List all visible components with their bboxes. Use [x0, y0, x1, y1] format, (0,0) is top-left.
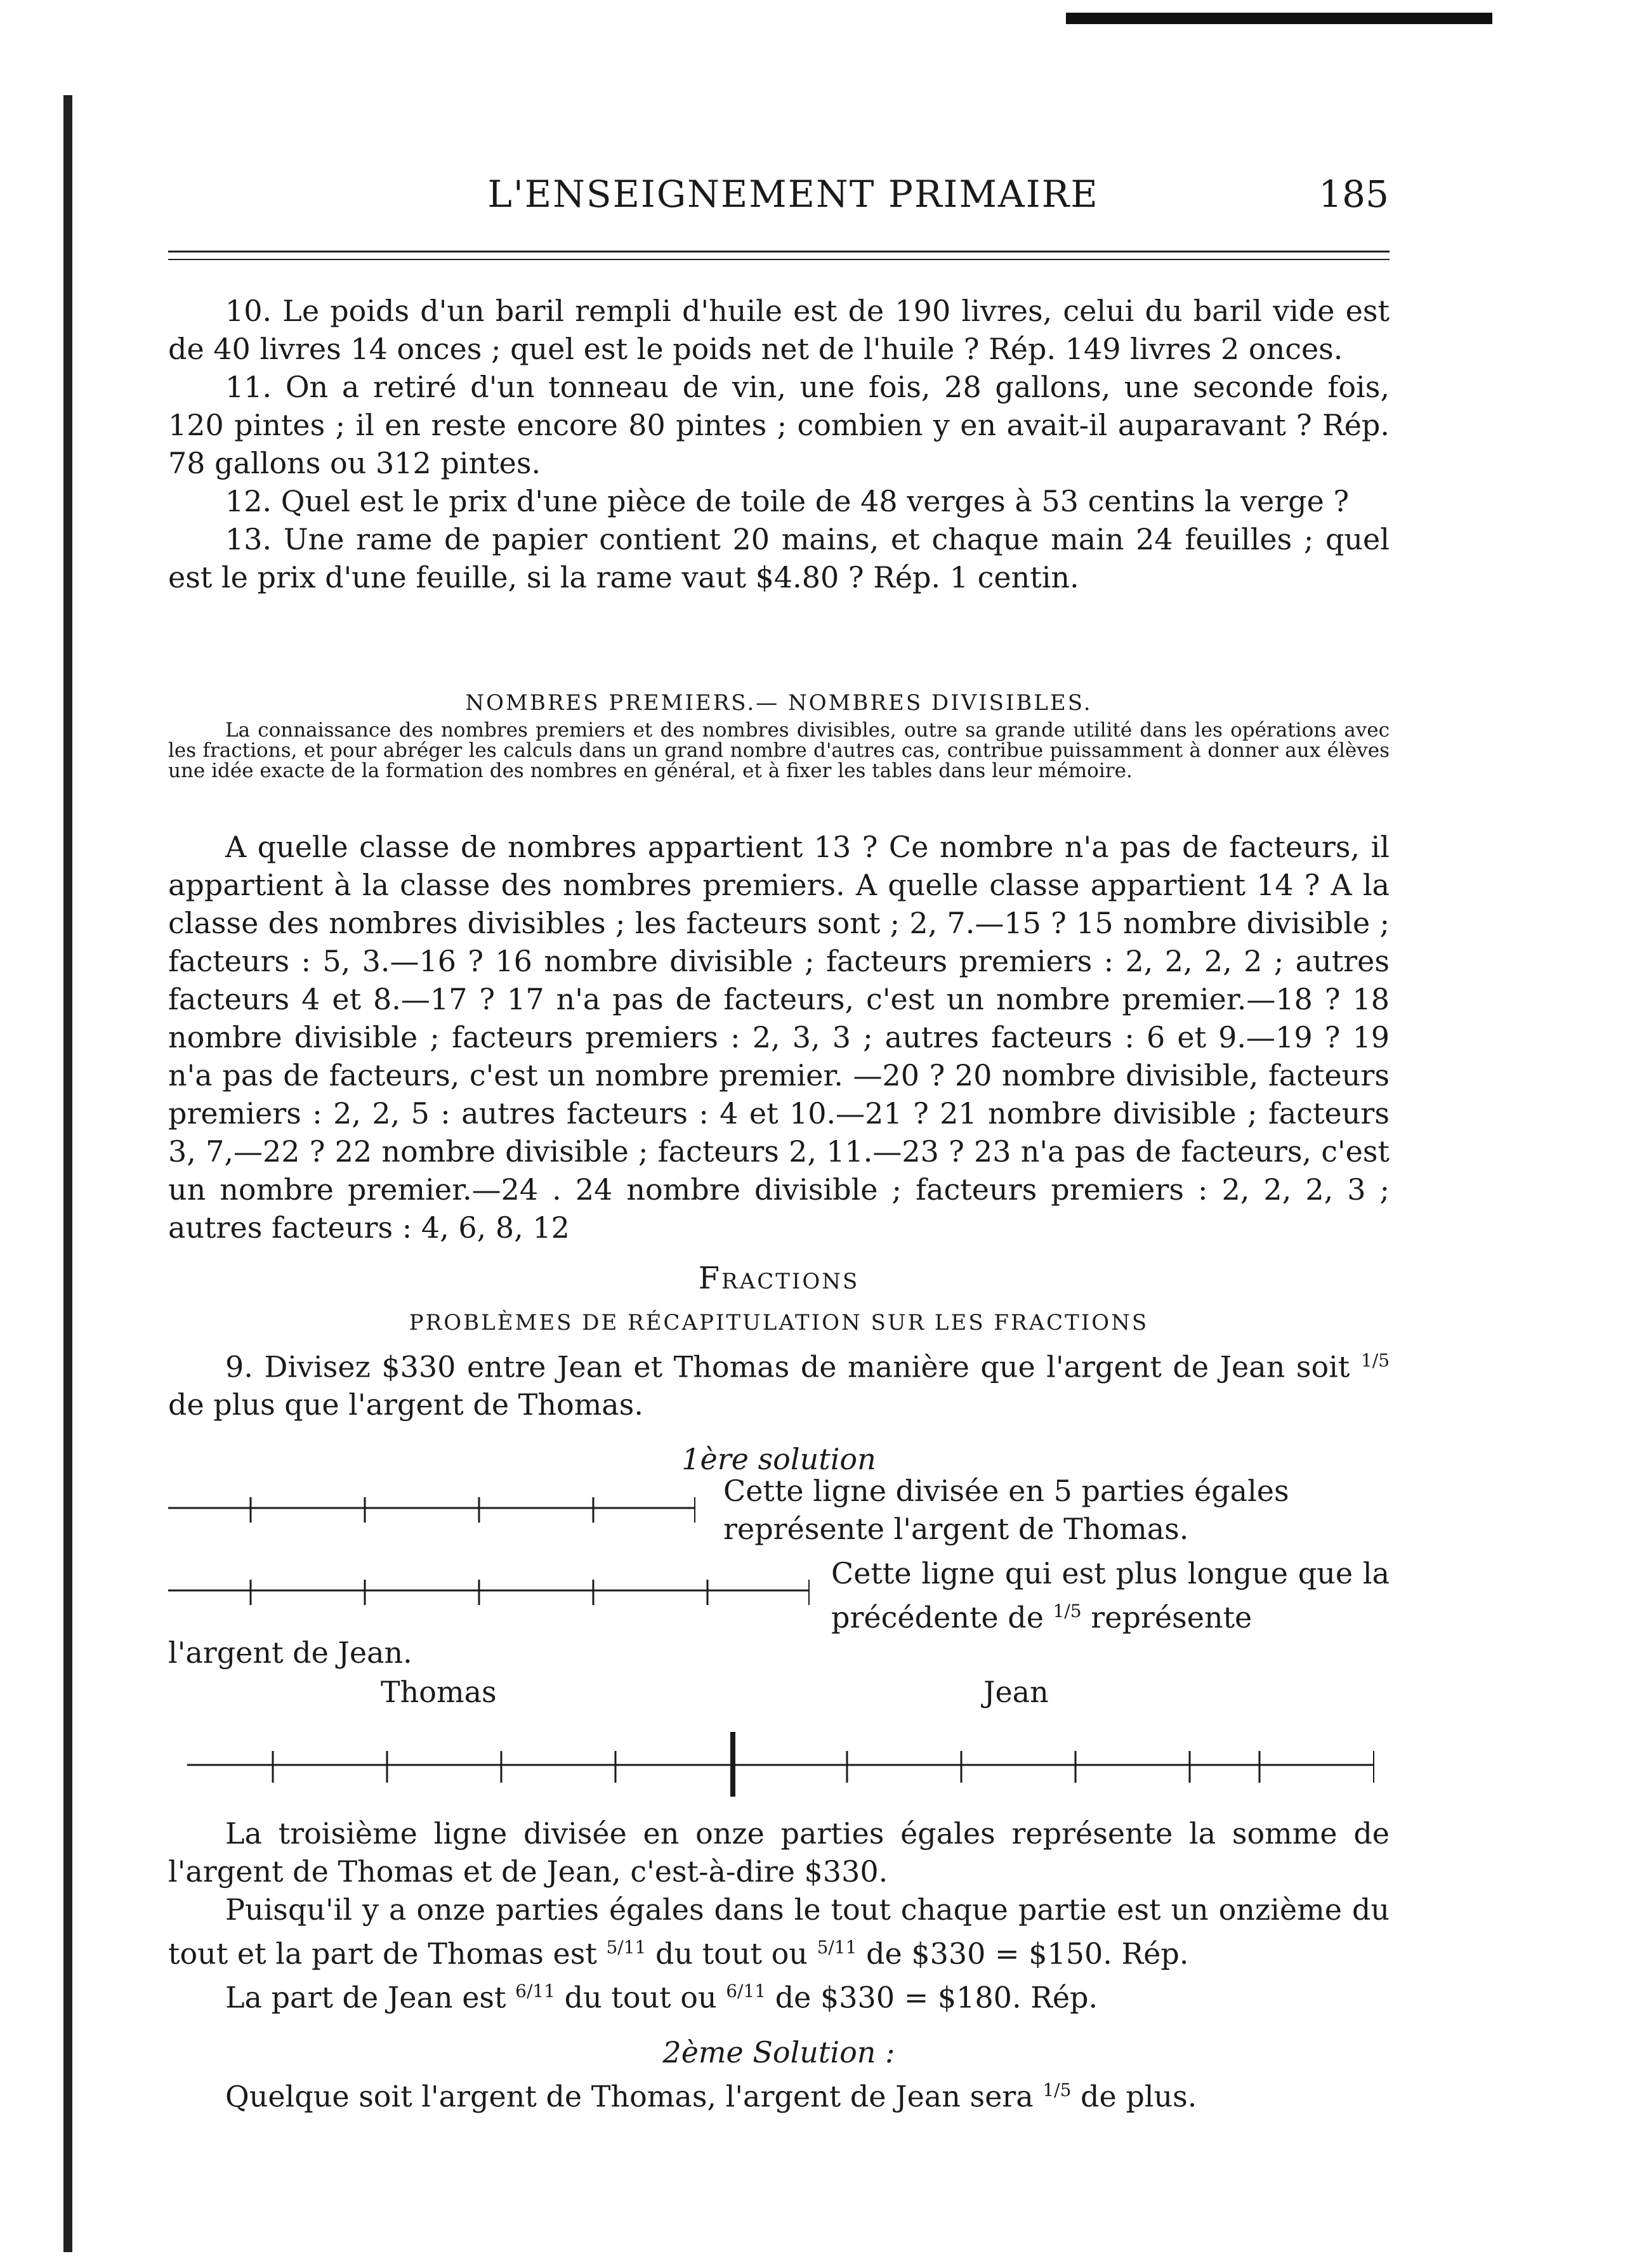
line2-caption-cont: l'argent de Jean. — [168, 1635, 412, 1670]
solution-1-label: 1ère solution — [681, 1442, 876, 1476]
conclusion-block: La troisième ligne divisée en onze parties égales représente la somme de l'argent de Thomas et de Jean, c'est-à-dire $330. Puisqu'il y a onze parties égales dans le tout chaque partie est un onzième du tout et la part de Thomas est $^{5/11}$ du tout ou $^{5/11}$ de $330 = $150. Rép. La part de Jean est $^{6/11}$ du tout ou $^{6/11}$ de $330 = $180. Rép. — [168, 1816, 1390, 2015]
solution-2-text: Quelque soit l'argent de Thomas, l'argent de Jean sera $^{1/5}$ de plus. — [225, 2079, 1197, 2114]
line2-caption: Cette ligne qui est plus longue que la précédente de $^{1/5}$ représente — [831, 1556, 1390, 1635]
label-jean: Jean — [983, 1675, 1049, 1709]
solution-2-label: 2ème Solution : — [662, 2035, 895, 2069]
label-thomas: Thomas — [381, 1675, 497, 1709]
section-heading-fractions: Fractions — [698, 1261, 860, 1296]
problem-11: 11. On a retiré d'un tonneau de vin, une fois, 28 gallons, une seconde fois, 120 pintes ; il en reste encore 80 pintes ; combien y en avait-il auparavant ? Rép. 78 gallons ou 312 pintes. — [168, 370, 1390, 480]
page-number: 185 — [1318, 173, 1389, 216]
fraction-one-fifth: 1/5 — [1360, 1350, 1390, 1371]
diagram-line-thomas — [168, 1488, 707, 1532]
running-header-title: L'ENSEIGNEMENT PRIMAIRE — [487, 173, 1099, 216]
line1-caption: Cette ligne divisée en 5 parties égales représente l'argent de Thomas. — [723, 1474, 1289, 1546]
problem-12: 12. Quel est le prix d'une pièce de toile de 48 verges à 53 centins la verge ? — [225, 484, 1350, 518]
section-note: La connaissance des nombres premiers et des nombres divisibles, outre sa grande utilité dans les opérations avec les fractions, et pour abréger les calculs dans un grand nombre d'autres cas, contribue puissamment à donner aux élèves une idée exacte de la formation des nombres en général, et à fixer les tables dans leur mémoire. — [168, 719, 1390, 782]
problem-13: 13. Une rame de papier contient 20 mains, et chaque main 24 feuilles ; quel est le prix d'une feuille, si la rame vaut $4.80 ? Rép. 1 centin. — [168, 522, 1390, 594]
nombres-body: A quelle classe de nombres appartient 13 ? Ce nombre n'a pas de facteurs, il appartient à la classe des nombres premiers. A quelle classe appartient 14 ? A la classe des nombres divisibles ; les facteurs sont ; 2, 7.—15 ? 15 nombre divisible ; facteurs : 5, 3.—16 ? 16 nombre divisible ; facteurs premiers : 2, 2, 2, 2 ; autres facteurs 4 et 8.—17 ? 17 n'a pas de facteurs, c'est un nombre premier.—18 ? 18 nombre divisible ; facteurs premiers : 2, 3, 3 ; autres facteurs : 6 et 9.—19 ? 19 n'a pas de facteurs, c'est un nombre premier. —20 ? 20 nombre divisible, facteurs premiers : 2, 2, 5 : autres facteurs : 4 et 10.—21 ? 21 nombre divisible ; facteurs 3, 7,—22 ? 22 nombre divisible ; facteurs 2, 11.—23 ? 23 n'a pas de facteurs, c'est un nombre premier.—24 . 24 nombre divisible ; facteurs premiers : 2, 2, 2, 3 ; autres facteurs : 4, 6, 8, 12 — [168, 830, 1390, 1245]
left-binding-edge — [63, 95, 72, 2252]
diagram-line-jean — [168, 1570, 815, 1615]
problem-9: 9. Divisez $330 entre Jean et Thomas de manière que l'argent de Jean soit $^{1/5}$ de plus que l'argent de Thomas. — [168, 1349, 1390, 1422]
top-margin-bar — [1066, 13, 1492, 24]
subheading-recap: PROBLÈMES DE RÉCAPITULATION SUR LES FRACTIONS — [409, 1310, 1149, 1335]
header-rule-bottom — [168, 259, 1390, 260]
diagram-line-total — [187, 1726, 1380, 1802]
section-heading-nombres: NOMBRES PREMIERS.— NOMBRES DIVISIBLES. — [465, 690, 1093, 716]
problem-10: 10. Le poids d'un baril rempli d'huile est de 190 livres, celui du baril vide est de 40 livres 14 onces ; quel est le poids net de l'huile ? Rép. 149 livres 2 onces. — [168, 294, 1390, 366]
header-rule-top — [168, 251, 1390, 252]
problems-block — [168, 292, 1390, 596]
